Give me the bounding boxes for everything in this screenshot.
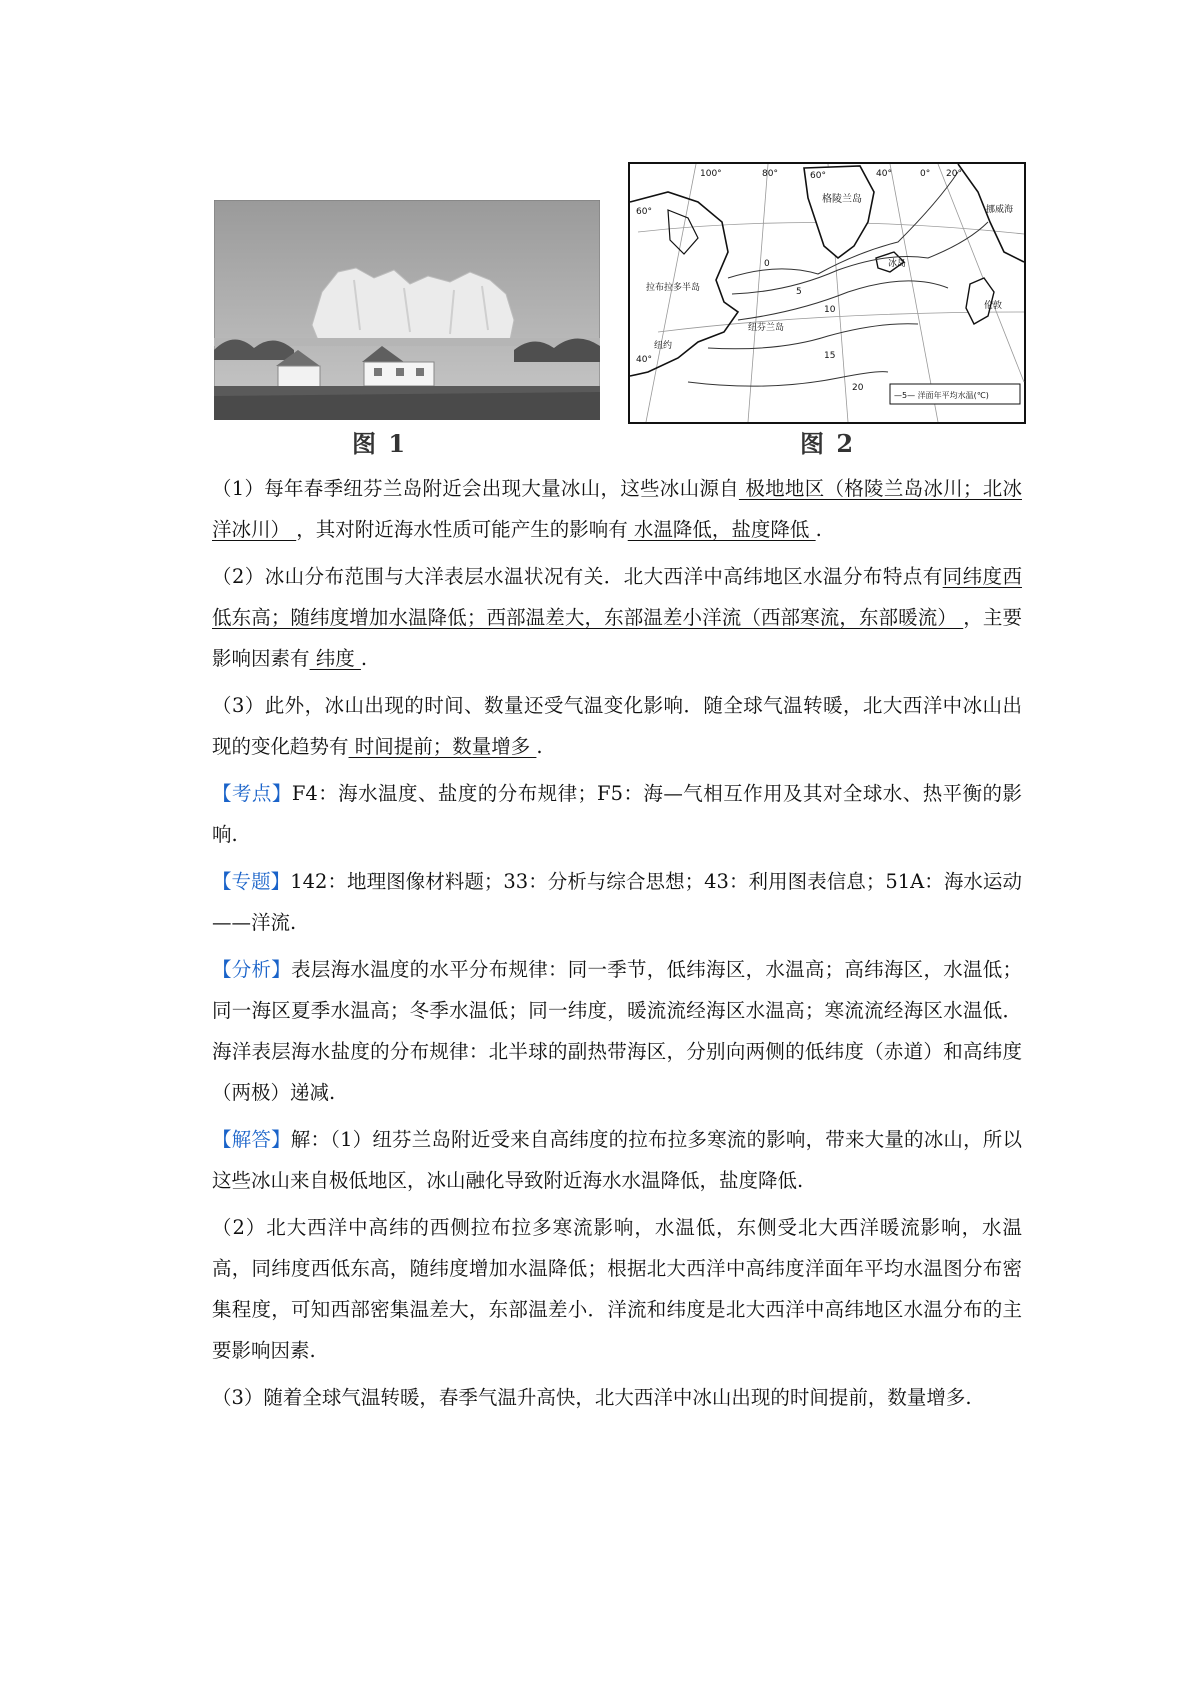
q1-text-c: .	[815, 518, 822, 541]
question-1	[212, 468, 1022, 550]
figures	[0, 150, 1200, 458]
jieda-section	[212, 1119, 1022, 1201]
q1-text-a: （1）每年春季纽芬兰岛附近会出现大量冰山，这些冰山源自	[212, 477, 739, 500]
kaodian-tag: 【考点】	[212, 782, 292, 805]
fenxi-tag: 【分析】	[212, 958, 292, 981]
jieda-tag: 【解答】	[212, 1128, 291, 1151]
isotherm-20-label: 20	[852, 383, 864, 393]
question-3	[212, 685, 1022, 767]
zhuanti-tag: 【专题】	[212, 870, 291, 893]
iceberg-photo	[214, 200, 600, 420]
q3-answer-1: 时间提前；数量增多	[348, 735, 537, 758]
new-york-label: 纽约	[654, 341, 673, 351]
q3-text-c: .	[536, 735, 543, 758]
figure-1-caption: 图 1	[352, 429, 408, 458]
q3-text-a: （3）此外，冰山出现的时间、数量还受气温变化影响．随全球气温转暖，北大西洋中冰山出现的变化趋势有	[212, 694, 1022, 758]
jieda-paragraph-3: （3）随着全球气温转暖，春季气温升高快，北大西洋中冰山出现的时间提前，数量增多.	[212, 1386, 972, 1409]
zhuanti-section	[212, 861, 1022, 943]
jieda-paragraph-2: （2）北大西洋中高纬的西侧拉布拉多寒流影响，水温低，东侧受北大西洋暖流影响，水温高，同纬度西低东高，随纬度增加水温降低；根据北大西洋中高纬度洋面年平均水温图分布密集程度，可知西部密集温差大，东部温差小．洋流和纬度是北大西洋中高纬地区水温分布的主要影响因素.	[212, 1216, 1022, 1362]
iceland-label: 冰岛	[888, 259, 907, 269]
kaodian-section	[212, 773, 1022, 855]
q1-answer-2: 水温降低，盐度降低	[627, 518, 816, 541]
kaodian-text: F4：海水温度、盐度的分布规律；F5：海—气相互作用及其对全球水、热平衡的影响.	[212, 782, 1022, 846]
map-legend: —5— 洋面年平均水温(℃)	[894, 391, 989, 400]
london-label: 伦敦	[984, 301, 1003, 311]
lon-40-label: 40°	[876, 169, 892, 179]
question-content	[212, 468, 1022, 1424]
lon-20e-label: 20°	[946, 169, 962, 179]
isotherm-10-label: 10	[824, 305, 836, 315]
lat-40-label: 40°	[636, 355, 652, 365]
north-atlantic-map	[628, 162, 1026, 424]
q2-answer-2: 纬度	[309, 647, 361, 670]
lat-60-label: 60°	[636, 207, 652, 217]
figure-2-caption: 图 2	[800, 429, 856, 458]
lon-60-label: 60°	[810, 171, 826, 181]
lon-100-label: 100°	[700, 169, 722, 179]
greenland-label: 格陵兰岛	[822, 194, 862, 205]
lon-80-label: 80°	[762, 169, 778, 179]
newfoundland-label: 纽芬兰岛	[748, 323, 785, 333]
q1-text-b: ，其对附近海水性质可能产生的影响有	[296, 518, 628, 541]
q2-answer-1: 同纬度西低东高；随纬度增加水温降低；西部温差大，东部温差小洋流（西部寒流，东部暖流）	[212, 565, 1022, 629]
fenxi-section	[212, 949, 1022, 1113]
isotherm-15-label: 15	[824, 351, 836, 361]
isotherm-0-label: 0	[764, 259, 770, 269]
question-2	[212, 556, 1022, 679]
lon-0-label: 0°	[920, 169, 931, 179]
zhuanti-text: 142：地理图像材料题；33：分析与综合思想；43：利用图表信息；51A：海水运动——洋流.	[212, 870, 1022, 934]
norwegian-sea-label: 挪威海	[986, 205, 1014, 215]
jieda-paragraph-1: 解：（1）纽芬兰岛附近受来自高纬度的拉布拉多寒流的影响，带来大量的冰山，所以这些冰山来自极低地区，冰山融化导致附近海水水温降低，盐度降低.	[212, 1128, 1022, 1192]
q1-answer-1: 极地地区（格陵兰岛冰川；北冰洋冰川）	[212, 477, 1022, 541]
q2-text-b: ，主要影响因素有	[212, 606, 1022, 670]
q2-text-a: （2）冰山分布范围与大洋表层水温状况有关．北大西洋中高纬地区水温分布特点有	[212, 565, 943, 588]
isotherm-5-label: 5	[796, 287, 802, 297]
labrador-label: 拉布拉多半岛	[646, 283, 701, 293]
fenxi-text: 表层海水温度的水平分布规律：同一季节，低纬海区，水温高；高纬海区，水温低；同一海区夏季水温高；冬季水温低；同一纬度，暖流流经海区水温高；寒流流经海区水温低．海洋表层海水盐度的分布规律：北半球的副热带海区，分别向两侧的低纬度（赤道）和高纬度 （两极）递减.	[212, 958, 1022, 1104]
q2-text-c: .	[360, 647, 368, 670]
